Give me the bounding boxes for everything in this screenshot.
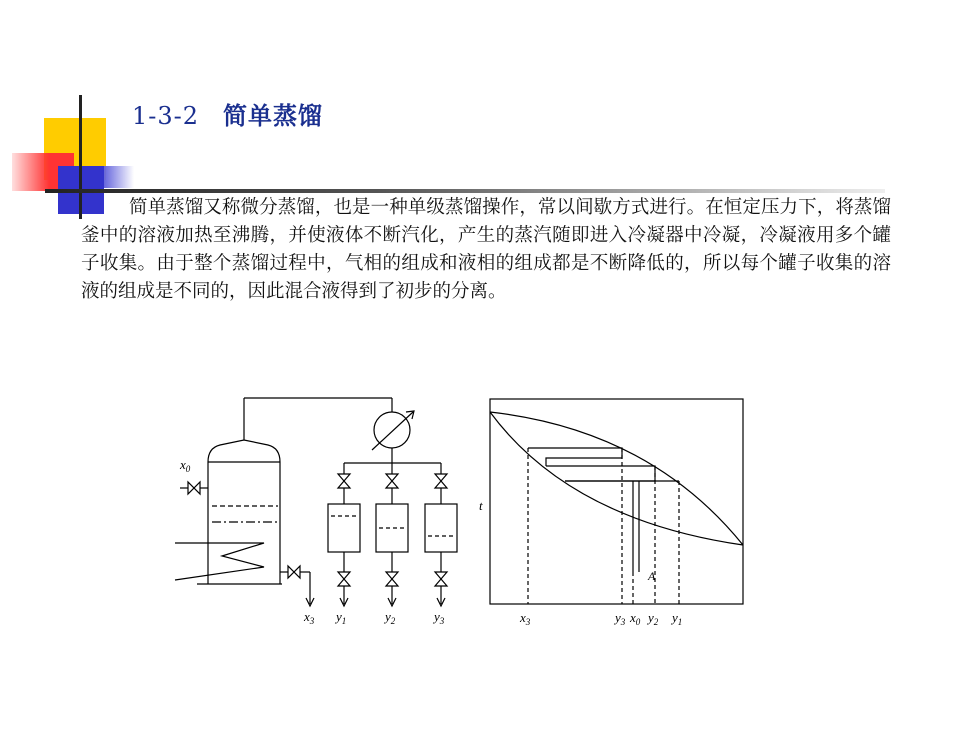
receiver-label-2: $y_2$ [385, 609, 396, 626]
feed-label: $x_0$ [180, 457, 191, 474]
diagram-x-label-x3: $x_3$ [520, 610, 531, 627]
diagram-x-label-y1: $y_1$ [672, 610, 683, 627]
receiver-label-3: $y_3$ [434, 609, 445, 626]
receiver-2 [376, 463, 408, 606]
step-line-2 [546, 466, 655, 481]
t-axis-label: t [479, 498, 483, 513]
step-line-1 [528, 448, 622, 466]
point-A-label: A [648, 569, 656, 583]
diagram-x-label-y3: $y_3$ [615, 610, 626, 627]
section-title: 简单蒸馏 [223, 101, 324, 130]
body-paragraph: 简单蒸馏又称微分蒸馏，也是一种单级蒸馏操作，常以间歇方式进行。在恒定压力下，将蒸馏釜中的溶液加热至沸腾，并使液体不断汽化，产生的蒸汽随即进入冷凝器中冷凝，冷凝液用多个罐子收集。由于整个蒸馏过程中，气相的组成和液相的组成都是不断降低的，所以每个罐子收集的溶液的组成是不同的，因此混合液得到了初步的分离。 [81, 197, 891, 302]
diagram-x-label-x0: $x_0$ [630, 610, 641, 627]
distillation-apparatus [175, 398, 457, 606]
drain-valve-icon [288, 566, 300, 578]
diagram-x-label-y2: $y_2$ [648, 610, 659, 627]
receiver-3 [425, 463, 457, 606]
receiver-label-1: $y_1$ [336, 609, 347, 626]
phase-diagram [490, 399, 743, 604]
heating-coil [175, 543, 264, 580]
bottom-label: $x_3$ [304, 609, 315, 626]
feed-valve-icon [188, 482, 200, 494]
receiver-1 [328, 463, 360, 606]
section-number: 1-3-2 [132, 102, 200, 130]
diagram-frame [490, 399, 743, 604]
